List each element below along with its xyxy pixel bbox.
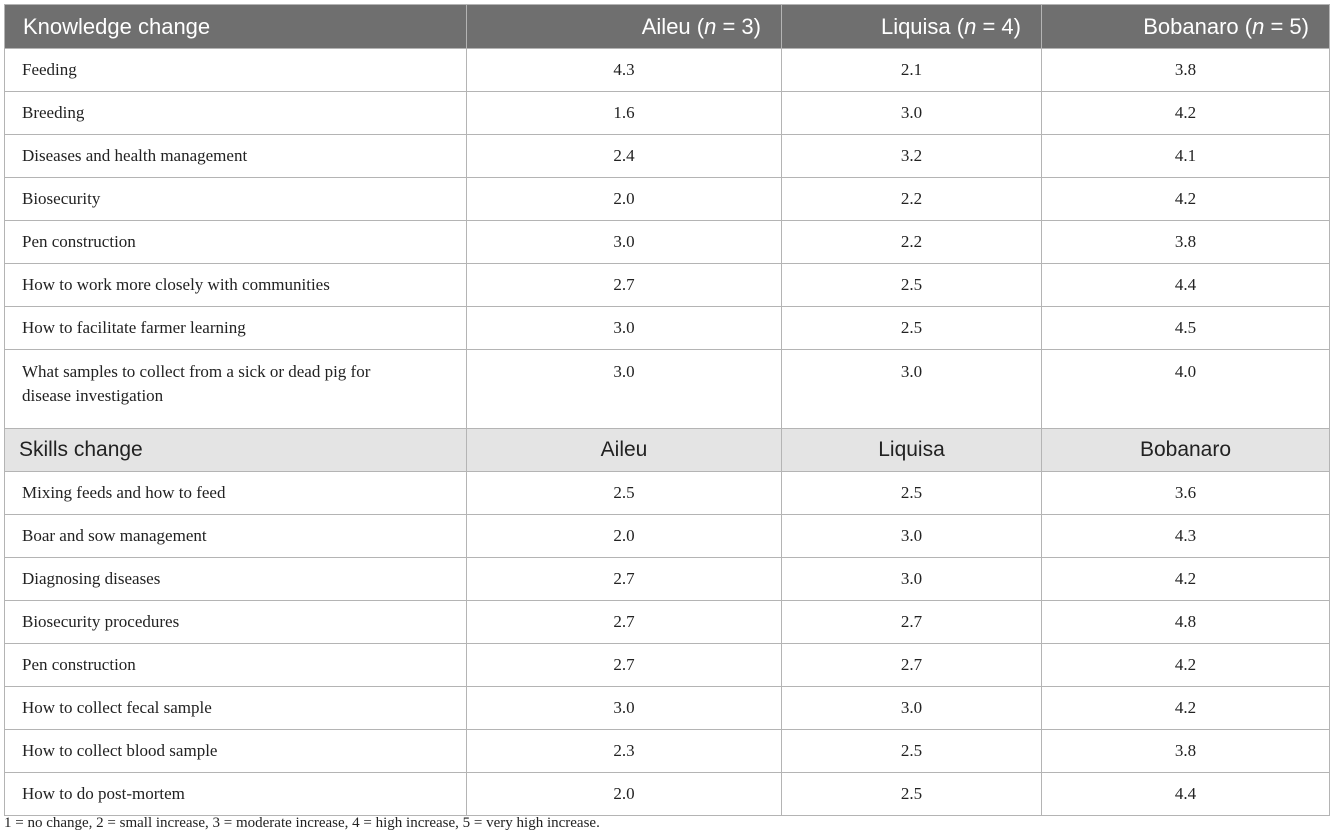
- row-label: Breeding: [5, 92, 467, 135]
- bobanaro-value: 4.8: [1042, 601, 1330, 644]
- row-label: Feeding: [5, 49, 467, 92]
- aileu-value: 2.5: [467, 472, 782, 515]
- knowledge-skills-table: [4, 4, 1330, 816]
- liquisa-value: 2.5: [782, 730, 1042, 773]
- table-row: [5, 178, 1330, 221]
- table-row: [5, 472, 1330, 515]
- row-label: How to collect fecal sample: [5, 687, 467, 730]
- skills-header-row: [5, 429, 1330, 472]
- bobanaro-value: 4.5: [1042, 307, 1330, 350]
- liquisa-value: 3.0: [782, 558, 1042, 601]
- table-row: [5, 307, 1330, 350]
- liquisa-value: 2.7: [782, 601, 1042, 644]
- aileu-value: 2.0: [467, 178, 782, 221]
- table-row: [5, 135, 1330, 178]
- table-row: [5, 515, 1330, 558]
- liquisa-value: 3.0: [782, 92, 1042, 135]
- table-row: [5, 644, 1330, 687]
- row-label: Biosecurity procedures: [5, 601, 467, 644]
- table-row: [5, 221, 1330, 264]
- bobanaro-value: 3.8: [1042, 221, 1330, 264]
- table-row: [5, 350, 1330, 429]
- bobanaro-subheader: Bobanaro: [1042, 429, 1330, 472]
- aileu-value: 2.7: [467, 601, 782, 644]
- liquisa-value: 2.5: [782, 264, 1042, 307]
- bobanaro-value: 4.1: [1042, 135, 1330, 178]
- bobanaro-value: 4.4: [1042, 264, 1330, 307]
- table-row: [5, 773, 1330, 816]
- liquisa-value: 2.7: [782, 644, 1042, 687]
- bobanaro-value: 4.2: [1042, 558, 1330, 601]
- aileu-value: 3.0: [467, 221, 782, 264]
- aileu-value: 2.4: [467, 135, 782, 178]
- row-label: Boar and sow management: [5, 515, 467, 558]
- row-label: What samples to collect from a sick or dead pig for disease investigation: [5, 350, 467, 429]
- aileu-value: 2.0: [467, 515, 782, 558]
- liquisa-value: 3.0: [782, 515, 1042, 558]
- liquisa-value: 2.2: [782, 178, 1042, 221]
- liquisa-subheader: Liquisa: [782, 429, 1042, 472]
- table-footnote: 1 = no change, 2 = small increase, 3 = moderate increase, 4 = high increase, 5 = very high increase.: [4, 815, 600, 831]
- bobanaro-value: 3.8: [1042, 49, 1330, 92]
- bobanaro-value: 4.3: [1042, 515, 1330, 558]
- aileu-value: 4.3: [467, 49, 782, 92]
- row-label: Pen construction: [5, 644, 467, 687]
- liquisa-value: 2.5: [782, 472, 1042, 515]
- liquisa-value: 2.5: [782, 773, 1042, 816]
- liquisa-value: 3.2: [782, 135, 1042, 178]
- liquisa-value: 2.1: [782, 49, 1042, 92]
- row-label: Diagnosing diseases: [5, 558, 467, 601]
- row-label: Pen construction: [5, 221, 467, 264]
- aileu-value: 2.7: [467, 558, 782, 601]
- aileu-value: 2.7: [467, 264, 782, 307]
- liquisa-value: 2.5: [782, 307, 1042, 350]
- liquisa-value: 3.0: [782, 350, 1042, 429]
- skills-change-header: Skills change: [5, 429, 467, 472]
- aileu-value: 3.0: [467, 350, 782, 429]
- liquisa-value: 2.2: [782, 221, 1042, 264]
- aileu-subheader: Aileu: [467, 429, 782, 472]
- aileu-value: 1.6: [467, 92, 782, 135]
- liquisa-value: 3.0: [782, 687, 1042, 730]
- table-row: [5, 601, 1330, 644]
- knowledge-header-row: [5, 5, 1330, 49]
- aileu-value: 2.0: [467, 773, 782, 816]
- table-row: [5, 730, 1330, 773]
- bobanaro-value: 4.2: [1042, 687, 1330, 730]
- aileu-value: 2.3: [467, 730, 782, 773]
- row-label: How to collect blood sample: [5, 730, 467, 773]
- bobanaro-value: 4.2: [1042, 644, 1330, 687]
- bobanaro-value: 4.2: [1042, 92, 1330, 135]
- bobanaro-value: 3.8: [1042, 730, 1330, 773]
- bobanaro-header: Bobanaro (n = 5): [1042, 5, 1330, 49]
- liquisa-header: Liquisa (n = 4): [782, 5, 1042, 49]
- results-table-container: [4, 4, 1329, 816]
- aileu-value: 2.7: [467, 644, 782, 687]
- table-row: [5, 92, 1330, 135]
- table-row: [5, 558, 1330, 601]
- aileu-value: 3.0: [467, 307, 782, 350]
- row-label: How to do post-mortem: [5, 773, 467, 816]
- row-label: How to work more closely with communities: [5, 264, 467, 307]
- bobanaro-value: 4.0: [1042, 350, 1330, 429]
- row-label: How to facilitate farmer learning: [5, 307, 467, 350]
- table-row: [5, 687, 1330, 730]
- knowledge-change-header: Knowledge change: [5, 5, 467, 49]
- row-label: Diseases and health management: [5, 135, 467, 178]
- table-row: [5, 49, 1330, 92]
- bobanaro-value: 4.4: [1042, 773, 1330, 816]
- bobanaro-value: 3.6: [1042, 472, 1330, 515]
- table-row: [5, 264, 1330, 307]
- row-label: Biosecurity: [5, 178, 467, 221]
- aileu-header: Aileu (n = 3): [467, 5, 782, 49]
- row-label: Mixing feeds and how to feed: [5, 472, 467, 515]
- aileu-value: 3.0: [467, 687, 782, 730]
- bobanaro-value: 4.2: [1042, 178, 1330, 221]
